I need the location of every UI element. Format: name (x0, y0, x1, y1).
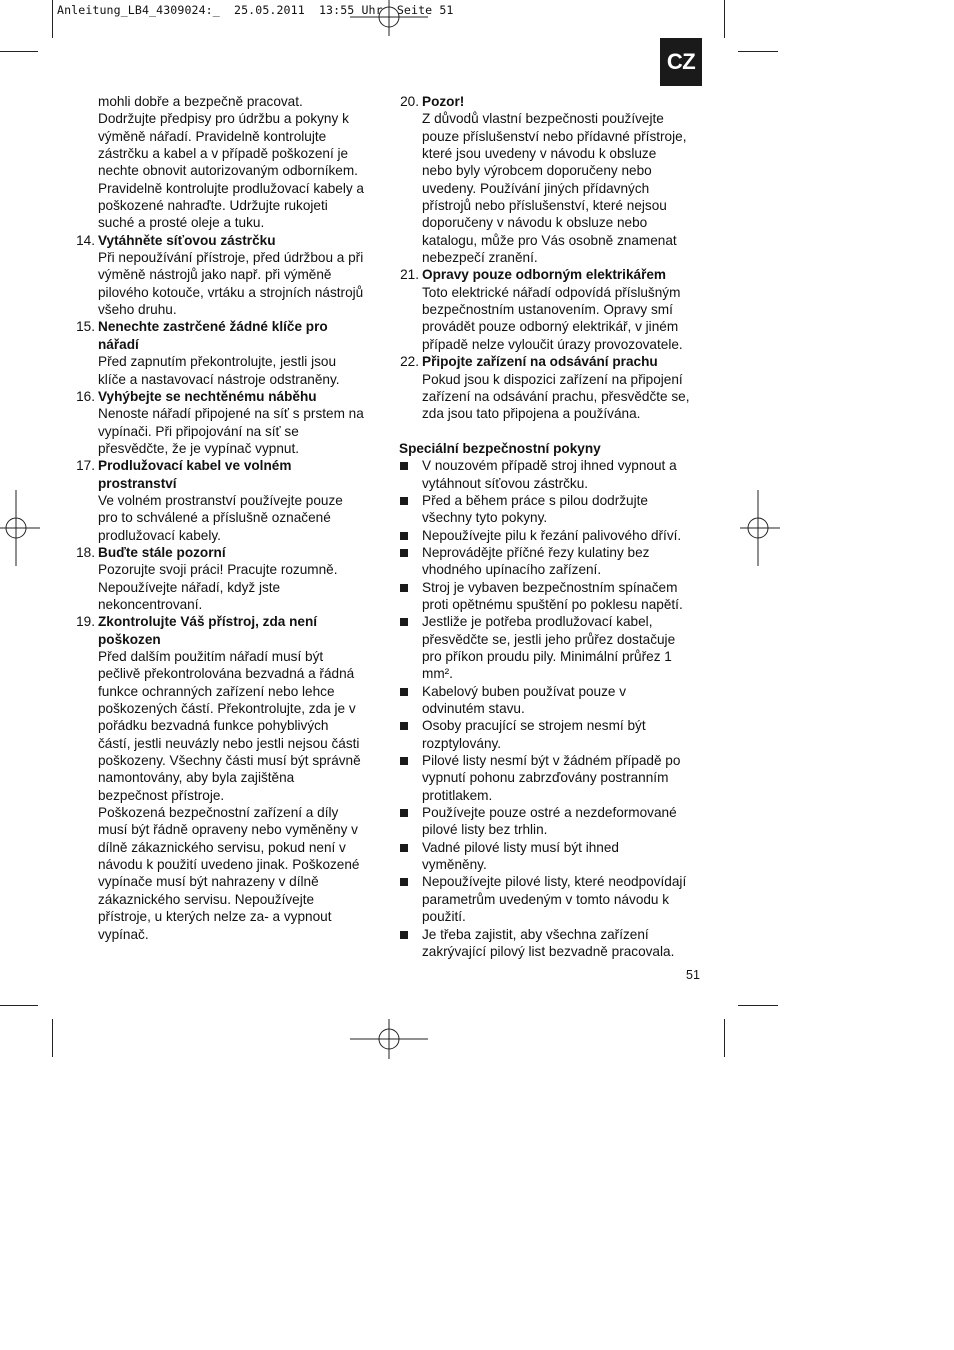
bullet-text-line: Před a během práce s pilou dodržujte (422, 492, 648, 508)
item-number: 18. (76, 544, 95, 560)
item-body-line: případě nelze vyloučit úrazy provozovatele. (422, 336, 683, 352)
item-body-line: Pokud jsou k dispozici zařízení na připojení (422, 371, 683, 387)
bullet-item (399, 926, 709, 961)
item-body-line: doporučeny v návodu k obsluze nebo (422, 215, 648, 231)
item-body-line: výměně nástrojů jako např. při výměně (98, 267, 332, 283)
item-number: 19. (76, 614, 95, 630)
item-body-line: katalogu, může pro Vás osobně znamenat (422, 232, 677, 248)
item-body-line: pečlivě překontrolována bezvadná a řádná (98, 666, 355, 682)
item-body-line: Toto elektrické nářadí odpovídá příslušným (422, 284, 681, 300)
list-item (399, 353, 709, 422)
square-bullet-icon (400, 757, 408, 765)
square-bullet-icon (400, 462, 408, 470)
item-number: 14. (76, 232, 95, 248)
crop-mark (0, 1005, 38, 1006)
item-body-line: funkce ochranných zařízení nebo lehce (98, 683, 335, 699)
square-bullet-icon (400, 618, 408, 626)
bullet-text-line: rozptylovány. (422, 735, 502, 751)
text-line: Dodržujte předpisy pro údržbu a pokyny k (98, 111, 349, 127)
page-number: 51 (686, 968, 700, 982)
bullet-text-line: Pilové listy nesmí být v žádném případě po (422, 753, 681, 769)
bullet-item (399, 804, 709, 839)
item-title: Opravy pouze odborným elektrikářem (422, 267, 667, 283)
left-column (75, 93, 385, 943)
list-item (399, 93, 709, 266)
bullet-text-line: parametrům uvedeným v tomto návodu k (422, 891, 670, 907)
item-body-line: pořádku bezvadná funkce pohyblivých (98, 718, 329, 734)
item-body-line: Nenoste nářadí připojené na síť s prstem na (98, 406, 364, 422)
item-body-line: poškozených částí. Překontrolujte, zda je v (98, 701, 356, 717)
crop-mark (52, 1019, 53, 1057)
list-item (75, 613, 385, 943)
bullet-text-line: Vadné pilové listy musí být ihned (422, 839, 619, 855)
list-item (75, 232, 385, 319)
text-line: výměně nářadí. Pravidelně kontrolujte (98, 128, 327, 144)
bullet-item (399, 579, 709, 614)
bullet-text-line: Kabelový buben používat pouze v (422, 683, 627, 699)
registration-mark-icon (350, 1019, 428, 1059)
text-line: mohli dobře a bezpečně pracovat. (98, 94, 303, 109)
item-title: Buďte stále pozorní (98, 544, 226, 560)
bullet-item (399, 527, 709, 544)
bullet-item (399, 492, 709, 527)
bullet-text-line: přesvědčte se, jestli jeho průřez dostačuje (422, 631, 676, 647)
item-title: nářadí (98, 336, 139, 352)
item-body-line: bezpečnost přístroje. (98, 787, 225, 803)
item-number: 22. (400, 354, 419, 370)
item-title: Vytáhněte síťovou zástrčku (98, 232, 276, 248)
item-number: 17. (76, 458, 95, 474)
bullet-item (399, 717, 709, 752)
item-number: 21. (400, 267, 419, 283)
item-body-line: nebezpečí zranění. (422, 250, 538, 266)
square-bullet-icon (400, 549, 408, 557)
item-title: prostranství (98, 475, 177, 491)
item-title: Pozor! (422, 94, 465, 109)
bullet-text-line: vypnutí pohonu zabrzďovány postranním (422, 770, 669, 786)
item-body-line: přesvědčte, že je vypínač vypnut. (98, 440, 299, 456)
item-body-line: poškozeny. Všechny části musí být správně (98, 753, 361, 769)
bullet-item (399, 752, 709, 804)
item-body-line: Z důvodů vlastní bezpečnosti používejte (422, 111, 664, 127)
item-body-line: zda jsou tato připojena a používána. (422, 406, 641, 422)
bullet-item (399, 839, 709, 874)
list-item (75, 318, 385, 387)
square-bullet-icon (400, 532, 408, 540)
item-body-line: Ve volném prostranství používejte pouze (98, 492, 343, 508)
item-body-line: Pozorujte svoji práci! Pracujte rozumně. (98, 562, 338, 578)
item-title: Prodlužovací kabel ve volném (98, 458, 292, 474)
item-title: Vyhýbejte se nechtěnému náběhu (98, 388, 317, 404)
item-number: 16. (76, 388, 95, 404)
item-body-line: dílně zákaznického servisu, pokud není v (98, 839, 346, 855)
bullet-text-line: vyměněny. (422, 857, 487, 873)
crop-mark (724, 0, 725, 38)
item-body-line: nebo byly výrobcem doporučeny nebo (422, 163, 652, 179)
crop-mark (738, 1005, 778, 1006)
crop-mark (738, 51, 778, 52)
numbered-list (75, 232, 385, 943)
list-item (75, 388, 385, 457)
bullet-text-line: pilové listy bez trhlin. (422, 822, 548, 838)
item-body-line: klíče a nastavovací nástroje odstraněny. (98, 371, 340, 387)
item-body-line: uvedeny. Používání jiných přídavných (422, 180, 650, 196)
bullet-text-line: odvinutém stavu. (422, 701, 525, 717)
item-body-line: návodu k použití uvedeno jinak. Poškozené (98, 857, 360, 873)
item-body-line: provádět pouze odborný elektrikář, v jiném (422, 319, 679, 335)
item-body-line: zařízení na odsávání prachu, přesvědčte se, (422, 388, 690, 404)
bullet-text-line: Osoby pracující se strojem nesmí být (422, 718, 646, 734)
bullet-text-line: protitlakem. (422, 787, 493, 803)
item-body-line: musí být řádně opraveny nebo vyměněny v (98, 822, 358, 838)
square-bullet-icon (400, 878, 408, 886)
item-body-line: částí, jestli neuvázly nebo jestli nejsou části (98, 735, 360, 751)
numbered-list (399, 93, 709, 423)
square-bullet-icon (400, 722, 408, 730)
item-body-line: Nepoužívejte nářadí, když jste (98, 579, 281, 595)
intro-paragraph (75, 93, 385, 232)
bullet-item (399, 544, 709, 579)
square-bullet-icon (400, 809, 408, 817)
item-body-line: zákaznického servisu. Nepoužívejte (98, 891, 315, 907)
square-bullet-icon (400, 844, 408, 852)
item-title: Připojte zařízení na odsávání prachu (422, 354, 658, 370)
list-item (399, 266, 709, 353)
item-body-line: Před zapnutím překontrolujte, jestli jsou (98, 354, 337, 370)
print-header: Anleitung_LB4_4309024:_ 25.05.2011 13:55 Uhr Seite 51 (57, 3, 454, 17)
bullet-text-line: Jestliže je potřeba prodlužovací kabel, (422, 614, 653, 630)
language-badge: CZ (660, 38, 702, 86)
item-body-line: vypínače musí být nahrazeny v dílně (98, 874, 319, 890)
bullet-text-line: Je třeba zajistit, aby všechna zařízení (422, 926, 649, 942)
bullet-text-line: Nepoužívejte pilové listy, které neodpovídají (422, 874, 687, 890)
bullet-text-line: Nepoužívejte pilu k řezání palivového dříví. (422, 527, 682, 543)
bullet-text-line: V nouzovém případě stroj ihned vypnout a (422, 458, 677, 474)
bullet-text-line: Neprovádějte příčné řezy kulatiny bez (422, 544, 650, 560)
crop-mark (0, 51, 38, 52)
text-line: Pravidelně kontrolujte prodlužovací kabely a (98, 180, 364, 196)
item-body-line: Před dalším použitím nářadí musí být (98, 649, 324, 664)
bullet-text-line: všechny tyto pokyny. (422, 510, 548, 526)
bullet-list (399, 457, 709, 960)
item-body-line: vypínači. Při připojování na síť se (98, 423, 299, 439)
bullet-item (399, 683, 709, 718)
list-item (75, 457, 385, 544)
bullet-text-line: Stroj je vybaven bezpečnostním spínačem (422, 579, 678, 595)
item-title: Zkontrolujte Váš přístroj, zda není (98, 614, 318, 630)
bullet-text-line: vhodného upínacího zařízení. (422, 562, 602, 578)
item-body-line: pro to schválené a příslušně označené (98, 510, 331, 526)
item-body-line: Poškozená bezpečnostní zařízení a díly (98, 805, 339, 821)
registration-mark-icon (740, 490, 780, 566)
square-bullet-icon (400, 931, 408, 939)
item-title: Nenechte zastrčené žádné klíče pro (98, 319, 328, 335)
item-body-line: které jsou uvedeny v návodu k obsluze (422, 146, 657, 162)
item-body-line: vypínač. (98, 926, 149, 942)
square-bullet-icon (400, 688, 408, 696)
crop-mark (724, 1019, 725, 1057)
right-column (399, 93, 709, 960)
text-line: zástrčku a kabel a v případě poškození je (98, 146, 349, 162)
bullet-text-line: Používejte pouze ostré a nezdeformované (422, 805, 677, 821)
square-bullet-icon (400, 497, 408, 505)
bullet-text-line: použití. (422, 909, 466, 925)
bullet-text-line: mm². (422, 666, 453, 682)
section-title: Speciální bezpečnostní pokyny (399, 440, 601, 456)
item-body-line: bezpečnostním ustanovením. Opravy smí (422, 302, 673, 318)
text-line: suché a prosté oleje a tuku. (98, 215, 265, 231)
item-body-line: prodlužovací kabely. (98, 527, 221, 543)
item-number: 20. (400, 94, 419, 109)
list-item (75, 544, 385, 613)
square-bullet-icon (400, 584, 408, 592)
bullet-text-line: vytáhnout síťovou zástrčku. (422, 475, 589, 491)
crop-mark (52, 0, 53, 38)
bullet-item (399, 873, 709, 925)
bullet-item (399, 457, 709, 492)
bullet-item (399, 613, 709, 682)
bullet-text-line: zakrývající pilový list bezvadně pracovala. (422, 943, 675, 959)
text-line: nechte obnovit autorizovaným odborníkem. (98, 163, 358, 179)
text-line: poškozené nahraďte. Udržujte rukojeti (98, 198, 328, 214)
registration-mark-icon (0, 490, 40, 566)
item-number: 15. (76, 319, 95, 335)
item-title: poškozen (98, 631, 161, 647)
bullet-text-line: proti opětnému spuštění po poklesu napětí. (422, 596, 683, 612)
item-body-line: namontovány, aby byla zajištěna (98, 770, 295, 786)
registration-mark-icon (350, 0, 428, 36)
item-body-line: Při nepoužívání přístroje, před údržbou a při (98, 250, 364, 266)
item-body-line: pilového kotouče, vrtáku a strojních nástrojů (98, 284, 364, 300)
item-body-line: všeho druhu. (98, 302, 177, 318)
bullet-text-line: pro příkon proudu pily. Minimální průřez 1 (422, 649, 672, 664)
item-body-line: přístroje, u kterých nelze za- a vypnout (98, 909, 332, 925)
item-body-line: přístrojů nebo příslušenství, které nejsou (422, 198, 667, 214)
item-body-line: pouze příslušenství nebo přídavné přístroje, (422, 128, 687, 144)
item-body-line: nekoncentrovaní. (98, 596, 203, 612)
